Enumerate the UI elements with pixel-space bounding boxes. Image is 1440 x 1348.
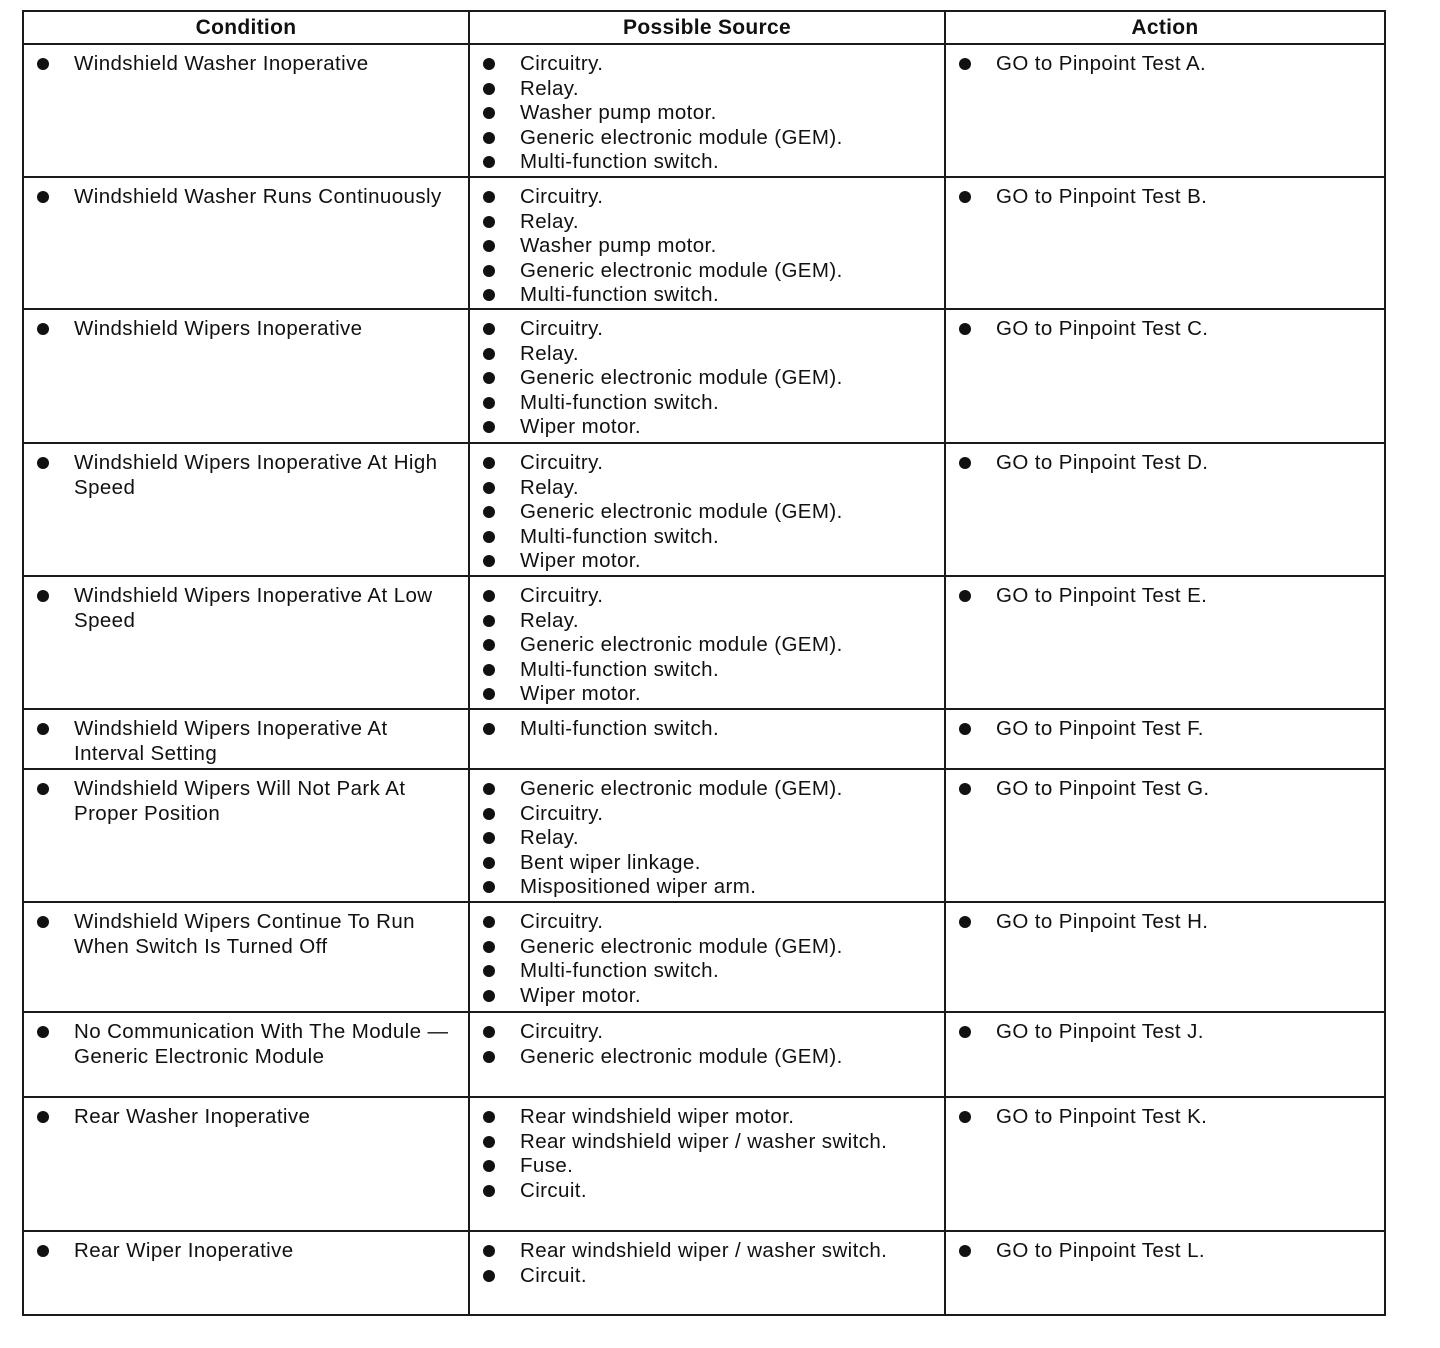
condition-list — [34, 717, 462, 766]
possible-source-cell — [469, 309, 945, 443]
action-list — [956, 910, 1378, 935]
source-item: Wiper motor. — [480, 549, 938, 574]
action-list — [956, 185, 1378, 210]
action-list — [956, 1105, 1378, 1130]
source-item: Multi-function switch. — [480, 391, 938, 416]
source-item: Circuitry. — [480, 802, 938, 827]
source-list — [480, 1239, 938, 1288]
pinpoint-test-reference: GO to Pinpoint Test D. — [956, 451, 1378, 476]
condition-list — [34, 777, 462, 826]
condition-list — [34, 451, 462, 500]
condition-list — [34, 317, 462, 342]
condition-list — [34, 1239, 462, 1264]
source-item: Circuitry. — [480, 910, 938, 935]
source-item: Multi-function switch. — [480, 658, 938, 683]
source-list — [480, 777, 938, 900]
source-item: Relay. — [480, 826, 938, 851]
pinpoint-test-reference: GO to Pinpoint Test K. — [956, 1105, 1378, 1130]
source-item: Generic electronic module (GEM). — [480, 633, 938, 658]
source-item: Generic electronic module (GEM). — [480, 366, 938, 391]
source-item: Circuitry. — [480, 317, 938, 342]
source-item: Circuitry. — [480, 451, 938, 476]
condition-cell — [23, 309, 469, 443]
source-list — [480, 1020, 938, 1069]
condition-text: Windshield Wipers Inoperative — [34, 317, 462, 342]
condition-cell — [23, 902, 469, 1012]
condition-cell — [23, 709, 469, 769]
source-list — [480, 1105, 938, 1203]
source-list — [480, 451, 938, 574]
source-list — [480, 185, 938, 308]
table-body — [23, 44, 1385, 1315]
pinpoint-test-reference: GO to Pinpoint Test L. — [956, 1239, 1378, 1264]
source-item: Circuit. — [480, 1179, 938, 1204]
source-list — [480, 910, 938, 1008]
possible-source-cell — [469, 1097, 945, 1231]
condition-text: No Communication With The Module — Generic Electronic Module — [34, 1020, 462, 1069]
header-row — [23, 11, 1385, 44]
pinpoint-test-reference: GO to Pinpoint Test E. — [956, 584, 1378, 609]
action-cell — [945, 576, 1385, 709]
condition-list — [34, 584, 462, 633]
table-row — [23, 1097, 1385, 1231]
source-list — [480, 584, 938, 707]
action-cell — [945, 902, 1385, 1012]
action-cell — [945, 1097, 1385, 1231]
pinpoint-test-reference: GO to Pinpoint Test F. — [956, 717, 1378, 742]
action-cell — [945, 309, 1385, 443]
condition-cell — [23, 576, 469, 709]
condition-text: Windshield Washer Inoperative — [34, 52, 462, 77]
condition-cell — [23, 1231, 469, 1315]
condition-cell — [23, 1097, 469, 1231]
possible-source-cell — [469, 1012, 945, 1097]
action-cell — [945, 177, 1385, 309]
condition-cell — [23, 1012, 469, 1097]
source-item: Generic electronic module (GEM). — [480, 935, 938, 960]
source-item: Circuitry. — [480, 584, 938, 609]
table-row — [23, 44, 1385, 177]
action-list — [956, 451, 1378, 476]
condition-list — [34, 52, 462, 77]
action-cell — [945, 1231, 1385, 1315]
source-list — [480, 317, 938, 440]
action-cell — [945, 769, 1385, 902]
action-list — [956, 52, 1378, 77]
pinpoint-test-reference: GO to Pinpoint Test G. — [956, 777, 1378, 802]
table-row — [23, 902, 1385, 1012]
action-list — [956, 317, 1378, 342]
possible-source-cell — [469, 576, 945, 709]
action-cell — [945, 1012, 1385, 1097]
source-item: Rear windshield wiper motor. — [480, 1105, 938, 1130]
source-item: Generic electronic module (GEM). — [480, 1045, 938, 1070]
action-list — [956, 777, 1378, 802]
source-list — [480, 717, 938, 742]
source-item: Multi-function switch. — [480, 525, 938, 550]
condition-list — [34, 1105, 462, 1130]
action-cell — [945, 443, 1385, 576]
source-item: Rear windshield wiper / washer switch. — [480, 1130, 938, 1155]
source-item: Multi-function switch. — [480, 959, 938, 984]
source-item: Wiper motor. — [480, 415, 938, 440]
source-item: Circuit. — [480, 1264, 938, 1289]
condition-cell — [23, 769, 469, 902]
source-item: Relay. — [480, 476, 938, 501]
table-row — [23, 1231, 1385, 1315]
possible-source-cell — [469, 177, 945, 309]
pinpoint-test-reference: GO to Pinpoint Test J. — [956, 1020, 1378, 1045]
action-list — [956, 1020, 1378, 1045]
source-list — [480, 52, 938, 175]
symptom-chart-table — [22, 10, 1386, 1316]
source-item: Relay. — [480, 609, 938, 634]
source-item: Rear windshield wiper / washer switch. — [480, 1239, 938, 1264]
header-condition: Condition — [23, 11, 469, 44]
source-item: Mispositioned wiper arm. — [480, 875, 938, 900]
condition-text: Rear Wiper Inoperative — [34, 1239, 462, 1264]
pinpoint-test-reference: GO to Pinpoint Test B. — [956, 185, 1378, 210]
source-item: Generic electronic module (GEM). — [480, 777, 938, 802]
action-list — [956, 584, 1378, 609]
table-row — [23, 769, 1385, 902]
source-item: Relay. — [480, 210, 938, 235]
condition-text: Windshield Wipers Inoperative At High Speed — [34, 451, 462, 500]
condition-cell — [23, 44, 469, 177]
source-item: Relay. — [480, 342, 938, 367]
possible-source-cell — [469, 443, 945, 576]
possible-source-cell — [469, 1231, 945, 1315]
action-cell — [945, 44, 1385, 177]
source-item: Wiper motor. — [480, 682, 938, 707]
possible-source-cell — [469, 709, 945, 769]
table-row — [23, 443, 1385, 576]
pinpoint-test-reference: GO to Pinpoint Test H. — [956, 910, 1378, 935]
source-item: Fuse. — [480, 1154, 938, 1179]
condition-text: Rear Washer Inoperative — [34, 1105, 462, 1130]
table-row — [23, 576, 1385, 709]
header-possible-source: Possible Source — [469, 11, 945, 44]
table-row — [23, 309, 1385, 443]
condition-cell — [23, 443, 469, 576]
condition-list — [34, 185, 462, 210]
pinpoint-test-reference: GO to Pinpoint Test A. — [956, 52, 1378, 77]
source-item: Generic electronic module (GEM). — [480, 259, 938, 284]
source-item: Generic electronic module (GEM). — [480, 500, 938, 525]
source-item: Washer pump motor. — [480, 101, 938, 126]
possible-source-cell — [469, 769, 945, 902]
source-item: Circuitry. — [480, 52, 938, 77]
source-item: Washer pump motor. — [480, 234, 938, 259]
condition-text: Windshield Wipers Will Not Park At Proper Position — [34, 777, 462, 826]
action-cell — [945, 709, 1385, 769]
condition-text: Windshield Wipers Inoperative At Interval Setting — [34, 717, 462, 766]
source-item: Circuitry. — [480, 185, 938, 210]
possible-source-cell — [469, 902, 945, 1012]
header-action: Action — [945, 11, 1385, 44]
table-row — [23, 1012, 1385, 1097]
source-item: Relay. — [480, 77, 938, 102]
condition-text: Windshield Wipers Inoperative At Low Speed — [34, 584, 462, 633]
condition-cell — [23, 177, 469, 309]
source-item: Generic electronic module (GEM). — [480, 126, 938, 151]
source-item: Bent wiper linkage. — [480, 851, 938, 876]
source-item: Multi-function switch. — [480, 283, 938, 308]
source-item: Wiper motor. — [480, 984, 938, 1009]
source-item: Circuitry. — [480, 1020, 938, 1045]
condition-text: Windshield Washer Runs Continuously — [34, 185, 462, 210]
action-list — [956, 717, 1378, 742]
condition-text: Windshield Wipers Continue To Run When Switch Is Turned Off — [34, 910, 462, 959]
possible-source-cell — [469, 44, 945, 177]
table-row — [23, 709, 1385, 769]
table-row — [23, 177, 1385, 309]
pinpoint-test-reference: GO to Pinpoint Test C. — [956, 317, 1378, 342]
action-list — [956, 1239, 1378, 1264]
condition-list — [34, 910, 462, 959]
condition-list — [34, 1020, 462, 1069]
source-item: Multi-function switch. — [480, 150, 938, 175]
source-item: Multi-function switch. — [480, 717, 938, 742]
